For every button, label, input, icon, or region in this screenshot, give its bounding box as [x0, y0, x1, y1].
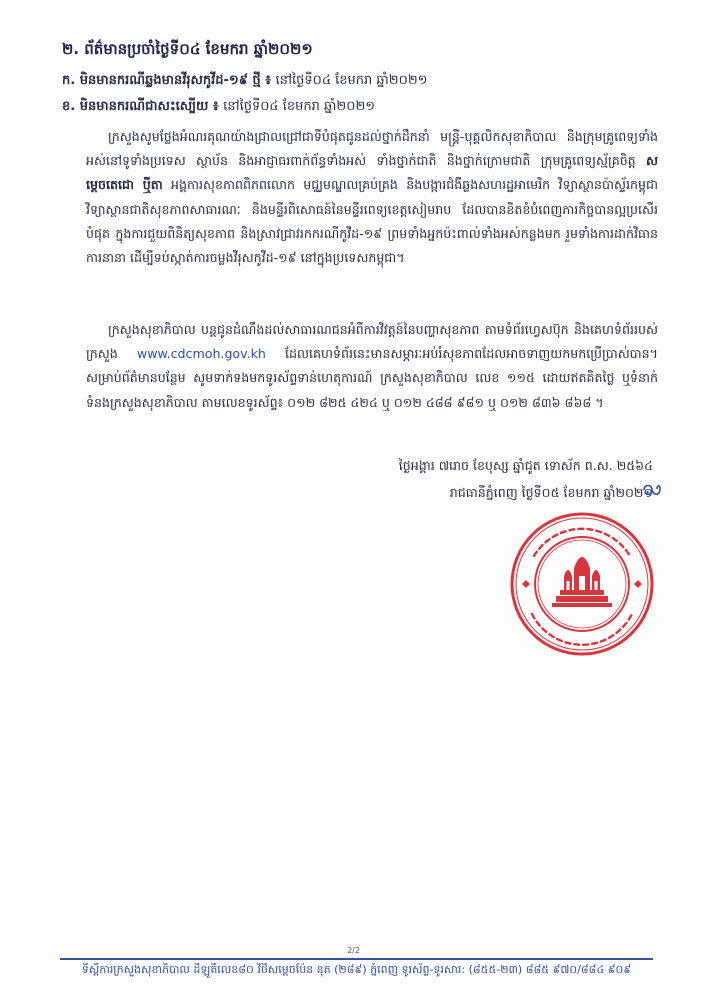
- paragraph2-text-start: ក្រសួងសុខាភិបាល បន្តជូនដំណឹងដល់សាធារណជនអំពីការវិវត្តន៍នៃបញ្ហាសុខភាព តាមទំព័រហ្វេសប៊ុក និងគេហទំព័ររបស់ក្រសួង: [86, 322, 658, 362]
- website-link[interactable]: www.cdcmoh.gov.kh: [136, 346, 266, 362]
- paragraph1-text-start: ក្រសួងសូមថ្លែងអំណរគុណយ៉ាងជ្រាលជ្រៅជាទីបំផុតជូនដល់ថ្នាក់ដឹកនាំ មន្ត្រី-បុគ្គលិកសុខាភិបាល និងក្រុមគ្រូពេទ្យទាំងអស់នៅទូទាំងប្រទេស ស្ថាប័ន និងអាជ្ញាធរពាក់ព័ន្ធទាំងអស់ ទាំងថ្នាក់ជាតិ និងថ្នាក់ក្រោមជាតិ ក្រុមគ្រូពេទ្យស្ម័គ្រចិត្ត: [86, 129, 658, 169]
- solar-date: រាជធានីភ្នំពេញ ថ្ងៃទី០៥ ខែមករា ឆ្នាំ២០២១: [449, 485, 653, 500]
- page-number: 2/2: [347, 946, 360, 955]
- item-a-label: ក. មិនមានករណីឆ្លងមានវីរុសកូវីដ-១៩ ថ្មី ៖: [62, 73, 271, 88]
- item-b: [62, 98, 375, 117]
- footer-divider: [60, 958, 653, 960]
- paragraph1-text-end: អង្គការសុខភាពពិភពលោក មជ្ឈមណ្ឌលគ្រប់គ្រង និងបង្ការជំងឺឆ្លងសហរដ្ឋអាមេរិក វិទ្យាស្ថានប៉ាស្ទ័រកម្ពុជា វិទ្យាស្ថានជាតិសុខភាពសាធារណៈ និងមន្ទីរពិសោធន៍នៃមន្ទីរពេទ្យខេត្តសៀមរាប ដែលបានខិតខំបំពេញភារកិច្ចបានល្អប្រសើរបំផុត ក្នុងការជួយពិនិត្យសុខភាព និងស្រាវជ្រាវរកករណីកូវីដ-១៩ ព្រមទាំងអ្នកប៉ះពាល់ទាំងអស់កន្លងមក រួមទាំងការដាក់វិធានការនានា ដើម្បីទប់ស្កាត់ការចម្លងវីរុសកូវីដ-១៩ នៅក្នុងប្រទេសកម្ពុជា។: [86, 177, 658, 266]
- information-paragraph: [86, 318, 658, 415]
- lunar-date: ថ្ងៃអង្គារ ៧រោច ខែបុស្ស ឆ្នាំជូត ទោស័ក ព.ស. ២៥៦៤: [398, 458, 653, 473]
- section-heading: ២. ព័ត៌មានប្រចាំថ្ងៃទី០៤ ខែមករា ឆ្នាំ២០២១: [62, 40, 313, 58]
- item-a-detail: នៅថ្ងៃទី០៤ ខែមករា ឆ្នាំ២០២១: [275, 73, 428, 88]
- footer-address: ទីស្តីការក្រសួងសុខាភិបាល ដីឡូតិ៍លេខ៨០ វិថីសម្តេចប៉ែន នុត (២៨៩) ភ្នំពេញ ទូរស័ព្ទ-ទូរសារ: (៨៥៥-២៣) ៨៨៥ ៩៧០/៨៨៤ ៩០៩: [81, 963, 632, 976]
- item-a: [62, 72, 428, 91]
- item-b-label: ខ. មិនមានករណីជាសះស្បើយ ៖: [62, 99, 219, 114]
- item-b-detail: នៅថ្ងៃទី០៤ ខែមករា ឆ្នាំ២០២១: [223, 99, 376, 114]
- signature-mark: [641, 480, 663, 502]
- acknowledgement-paragraph: [86, 125, 658, 270]
- paragraph2-text-end: ដែលគេហទំព័រនេះមានសម្ភារៈអប់រំសុខភាពដែលអាចទាញយកមកប្រើប្រាស់បាន។ សម្រាប់ព័ត៌មានបន្ថែម សូមទាក់ទងមកទូរស័ព្ទទាន់ហេតុការណ៍ ក្រសួងសុខាភិបាល លេខ ១១៥ ដោយឥតគិតថ្លៃ ឬទំនាក់ទំនងក្រសួងសុខាភិបាល តាមលេខទូរស័ព្ទ៖ ០១២ ៨២៥ ៤២៤ ឬ ០១២ ៤៨៨ ៩៨១ ឬ ០១២ ៨៣៦ ៨៦៨ ។: [86, 346, 658, 410]
- ministry-seal-icon: [508, 510, 656, 658]
- paragraph1-bold-name: សម្តេចតេជោ ឬីតា: [86, 153, 658, 193]
